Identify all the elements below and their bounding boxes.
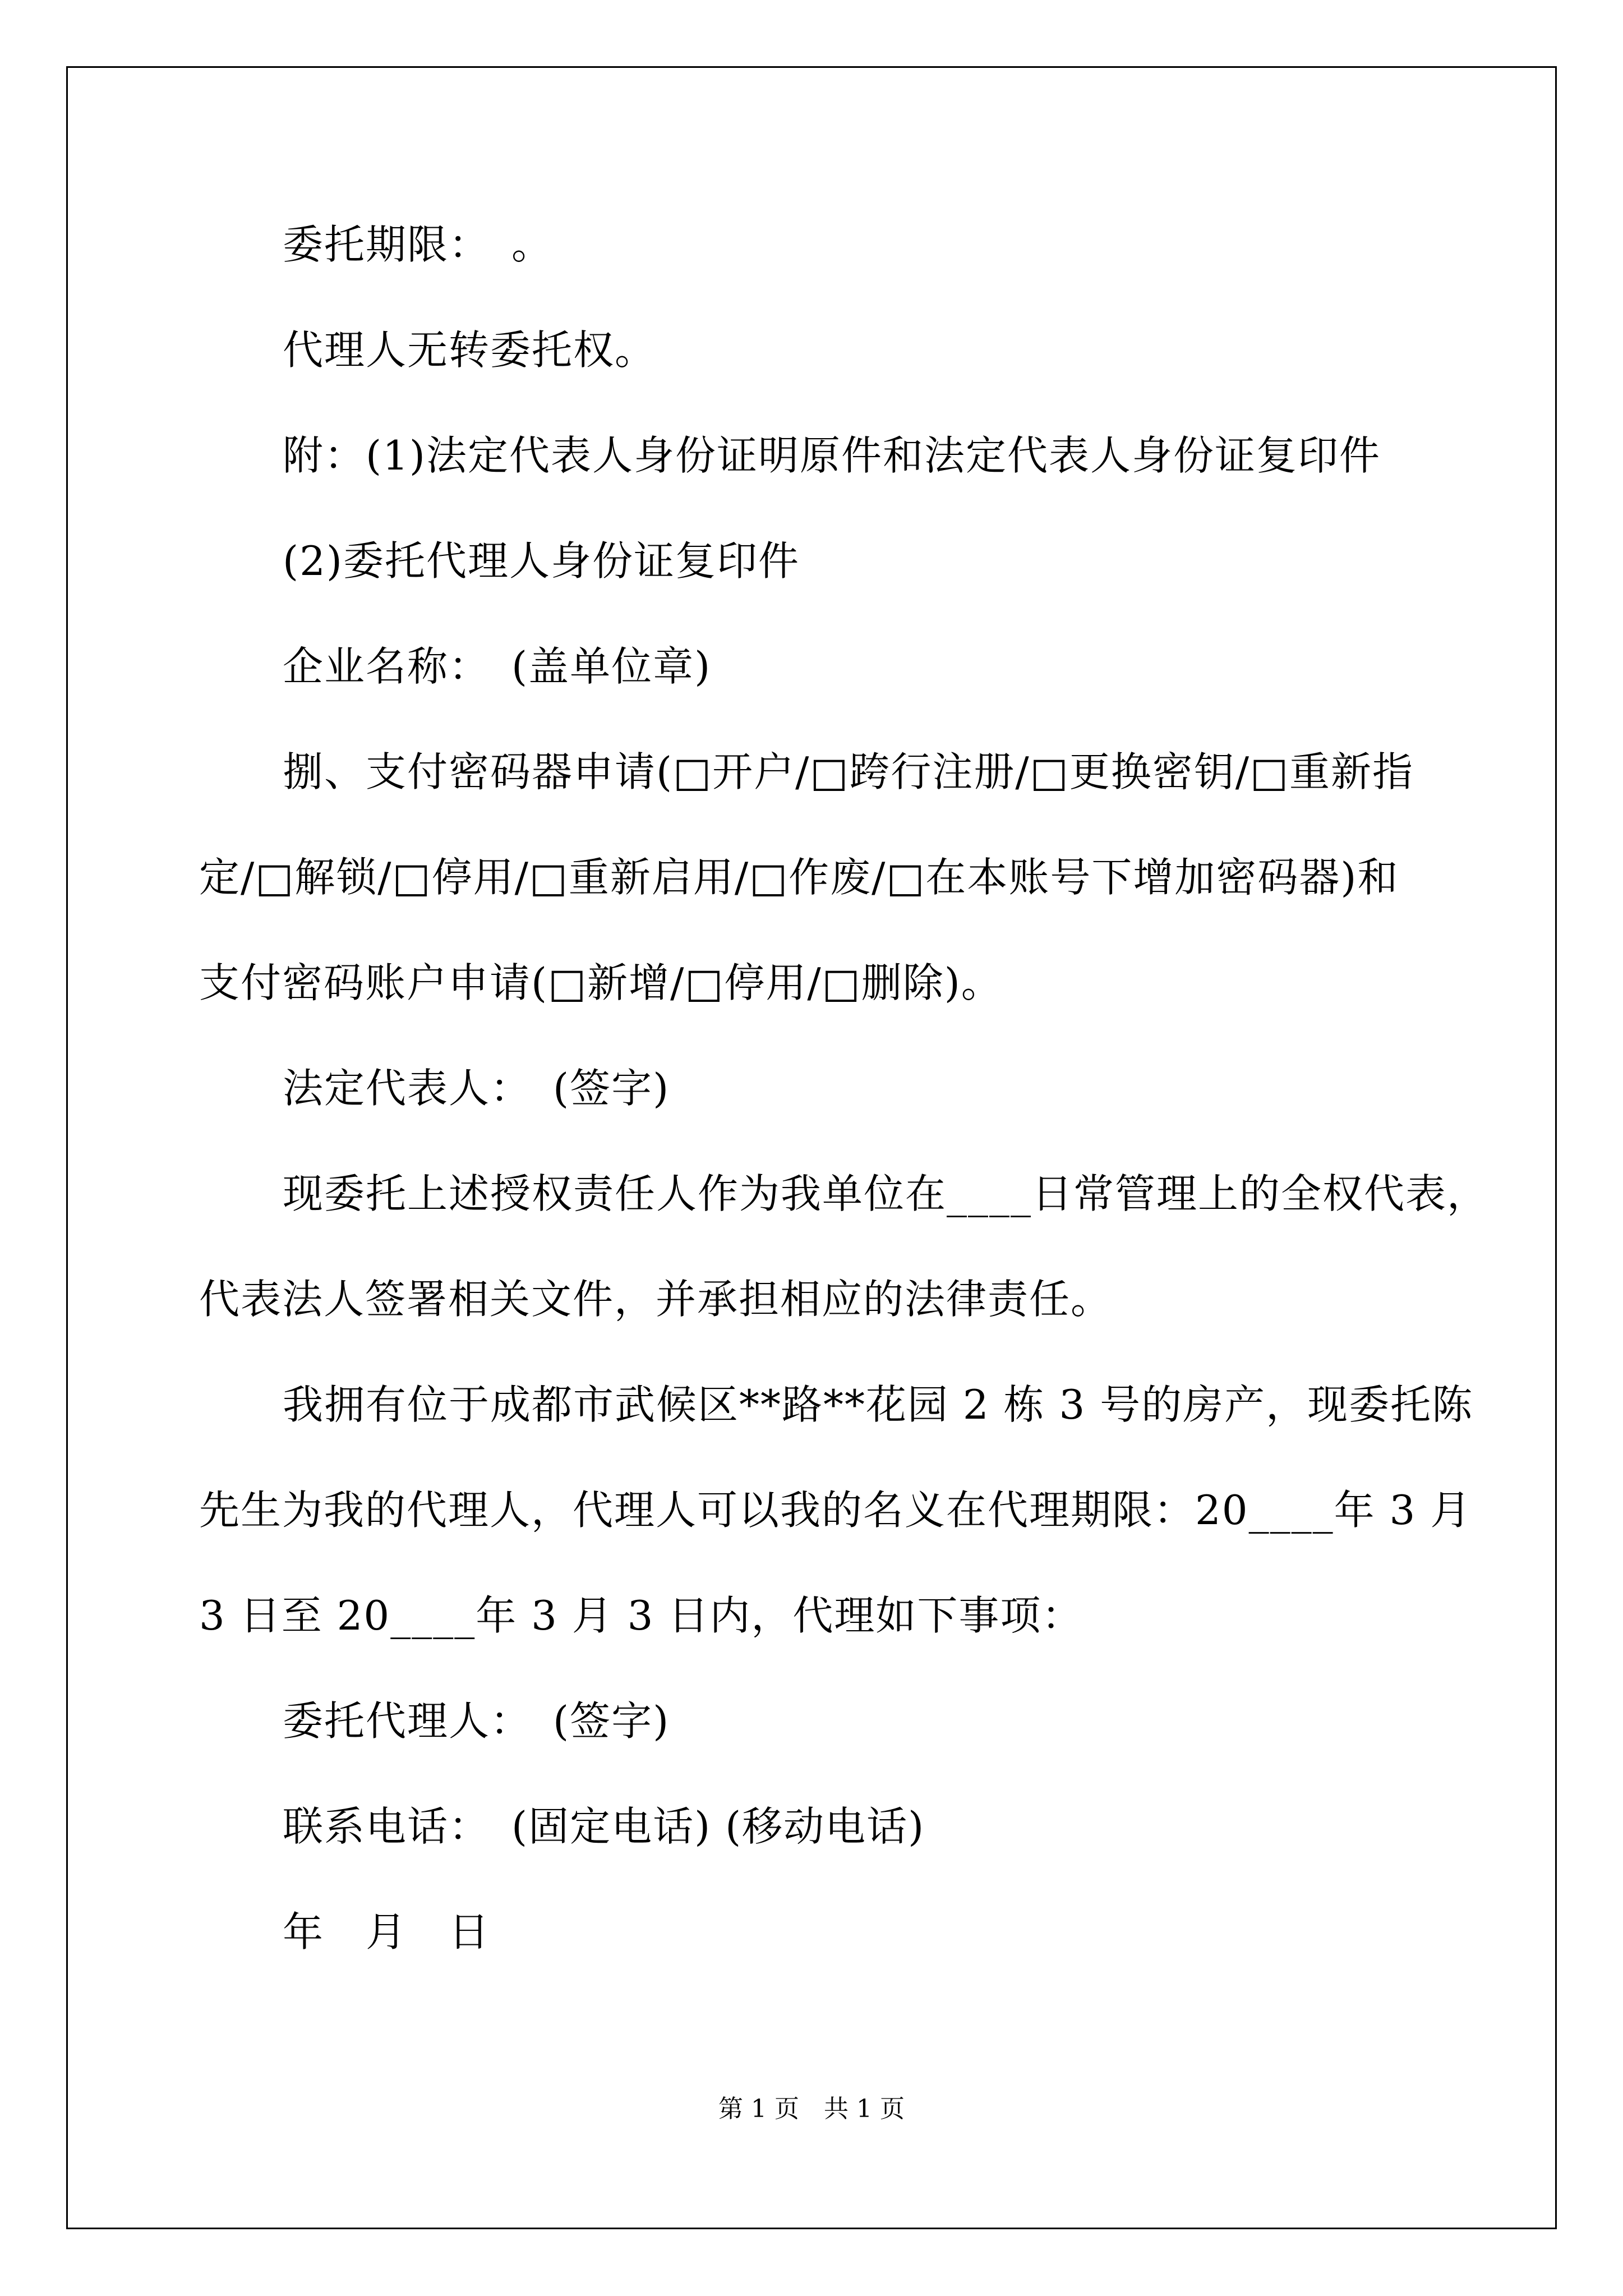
company-name-line: 企业名称： (盖单位章) [283,643,712,690]
attachment-1-line: 附：(1)法定代表人身份证明原件和法定代表人身份证复印件 [283,432,1381,479]
attachment-2-line: (2)委托代理人身份证复印件 [283,537,800,585]
authorization-line-1: 现委托上述授权责任人作为我单位在____日常管理上的全权代表， [283,1170,1489,1217]
property-line-3: 3 日至 20____年 3 月 3 日内，代理如下事项： [199,1592,1083,1639]
phone-line: 联系电话： (固定电话) (移动电话) [283,1803,925,1850]
legal-rep-signature-line: 法定代表人： (签字) [283,1065,670,1112]
date-line: 年 月 日 [283,1908,491,1955]
password-device-line-2: 定/□解锁/□停用/□重新启用/□作废/□在本账号下增加密码器)和 [199,854,1399,901]
no-subdelegation-line: 代理人无转委托权。 [283,326,657,374]
property-line-2: 先生为我的代理人，代理人可以我的名义在代理期限：20____年 3 月 [199,1487,1472,1534]
page-footer: 第 1 页 共 1 页 [718,2095,905,2123]
term-line: 委托期限： 。 [283,221,554,268]
authorization-line-2: 代表法人签署相关文件，并承担相应的法律责任。 [199,1276,1113,1323]
page-border [66,66,1557,2229]
agent-signature-line: 委托代理人： (签字) [283,1697,670,1745]
property-line-1: 我拥有位于成都市武候区**路**花园 2 栋 3 号的房产，现委托陈 [283,1381,1474,1428]
password-device-line-1: 捌、支付密码器申请(□开户/□跨行注册/□更换密钥/□重新指 [283,748,1414,795]
password-device-line-3: 支付密码账户申请(□新增/□停用/□删除)。 [199,959,1003,1006]
